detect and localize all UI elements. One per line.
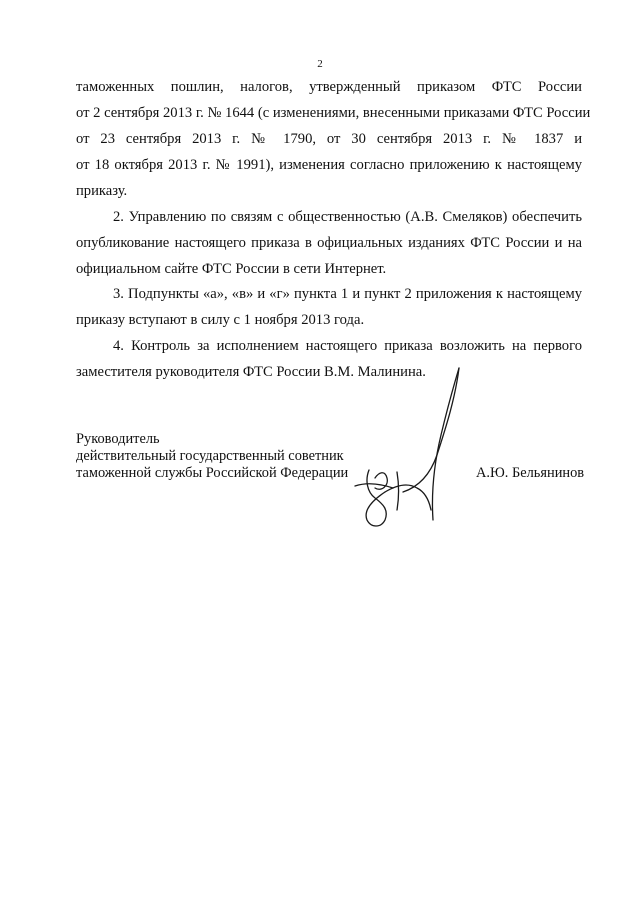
paragraph-1-line-3: от 23 сентября 2013 г. № 1790, от 30 сентября 2013 г. № 1837 и	[76, 131, 582, 147]
paragraph-2-line-1: 2. Управлению по связям с общественностью (А.В. Смеляков) обеспечить	[113, 209, 582, 225]
paragraph-3-line-1: 3. Подпункты «а», «в» и «г» пункта 1 и пункт 2 приложения к настоящему	[113, 286, 582, 302]
handwritten-signature	[345, 360, 475, 535]
paragraph-3-line-2: приказу вступают в силу с 1 ноября 2013 года.	[76, 312, 365, 328]
paragraph-4-line-2: заместителя руководителя ФТС России В.М. Малинина.	[76, 364, 426, 380]
paragraph-1-line-1: таможенных пошлин, налогов, утвержденный приказом ФТС России	[76, 79, 582, 95]
paragraph-1-line-5: приказу.	[76, 183, 128, 199]
paragraph-1-line-4: от 18 октября 2013 г. № 1991), изменения согласно приложению к настоящему	[76, 157, 582, 173]
signer-name: А.Ю. Бельянинов	[476, 465, 585, 481]
signatory-title-line-1: Руководитель	[76, 431, 160, 447]
paragraph-1-line-2: от 2 сентября 2013 г. № 1644 (с изменениями, внесенными приказами ФТС России	[76, 105, 591, 121]
paragraph-4-line-1: 4. Контроль за исполнением настоящего приказа возложить на первого	[113, 338, 582, 354]
page-number: 2	[317, 58, 323, 70]
signatory-title-block	[76, 431, 348, 482]
signatory-title-line-2: действительный государственный советник	[76, 448, 344, 464]
paragraph-2-line-2: опубликование настоящего приказа в официальных изданиях ФТС России и на	[76, 235, 582, 251]
paragraph-2-line-3: официальном сайте ФТС России в сети Интернет.	[76, 261, 387, 277]
signatory-title-line-3: таможенной службы Российской Федерации	[76, 465, 349, 481]
